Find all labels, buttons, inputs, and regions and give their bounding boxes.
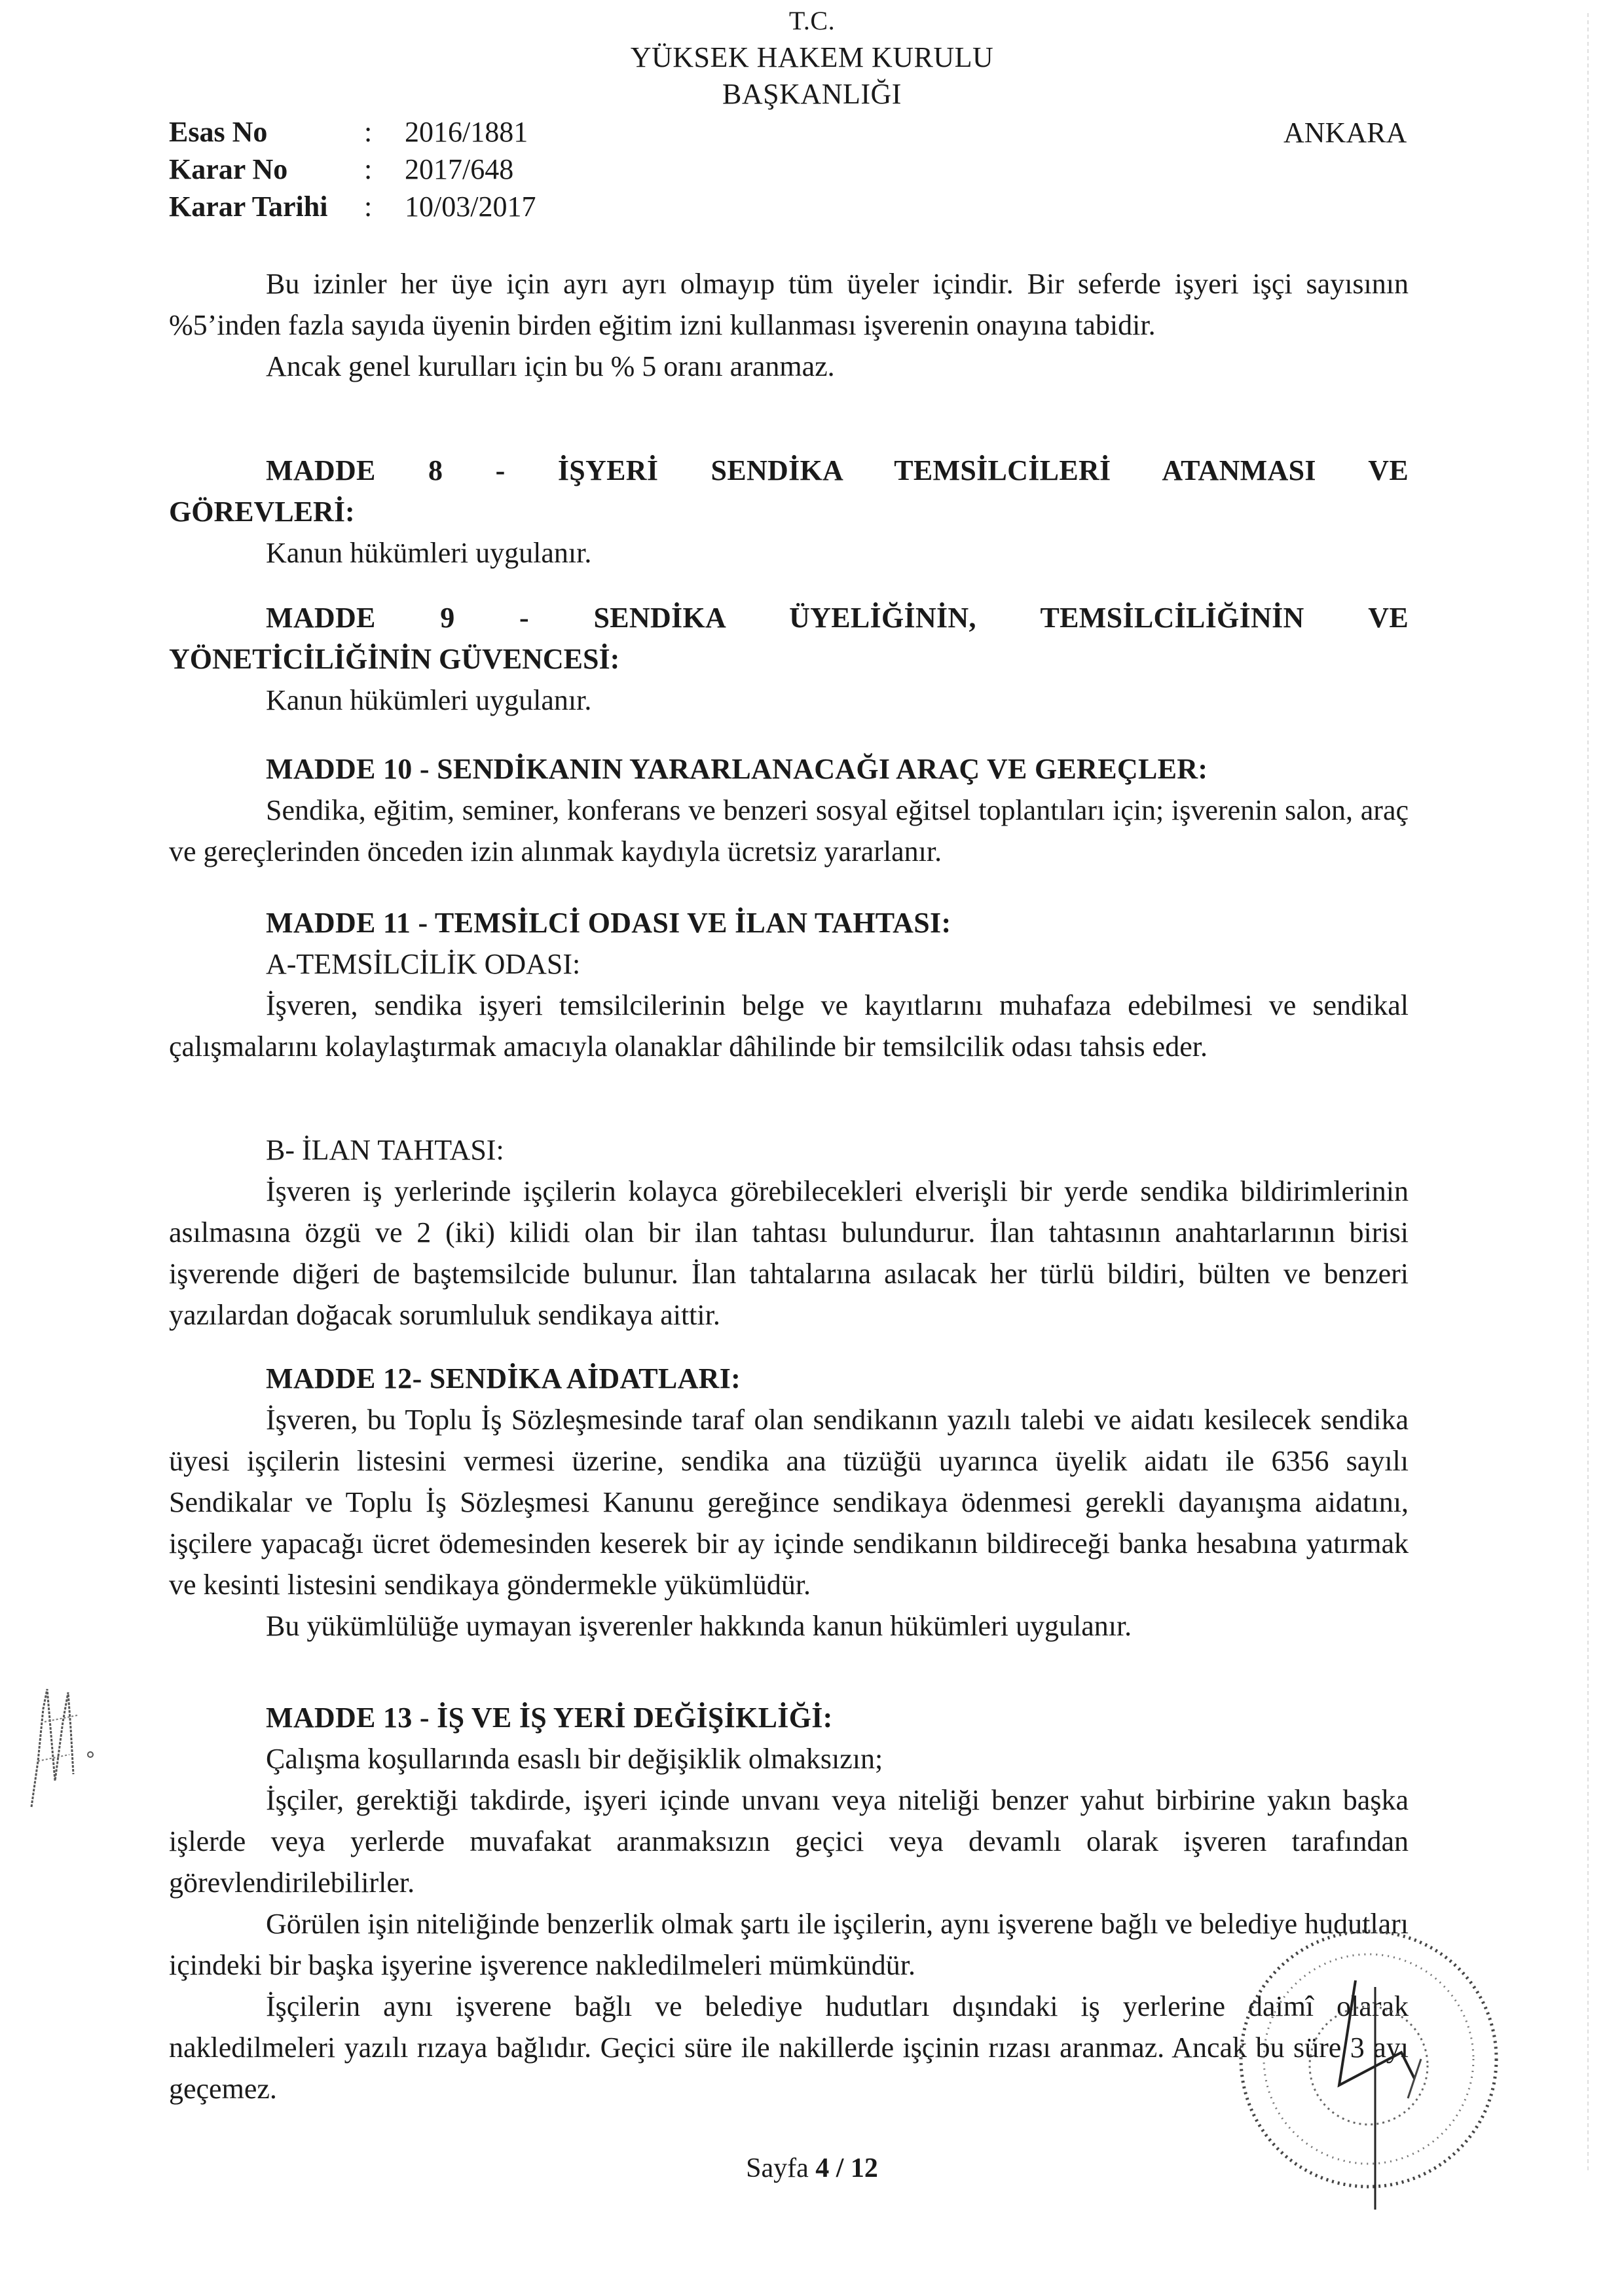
- meta-colon: :: [364, 116, 373, 148]
- page-label: Sayfa: [746, 2153, 809, 2183]
- page-footer: [0, 2153, 1624, 2184]
- intro-section: [169, 263, 1409, 387]
- header-city: ANKARA: [1283, 117, 1407, 149]
- article-9-title-line1: MADDE 9 - SENDİKA ÜYELİĞİNİN, TEMSİLCİLİĞİNİN VE: [266, 602, 1409, 634]
- header-organization: YÜKSEK HAKEM KURULU: [630, 41, 994, 73]
- meta-value: 2016/1881: [405, 116, 528, 148]
- article-11-b-title: B- İLAN TAHTASI:: [266, 1134, 504, 1166]
- meta-label: Karar Tarihi: [169, 191, 328, 223]
- article-12: [169, 1358, 1409, 1647]
- meta-label: Esas No: [169, 116, 268, 148]
- header-department: BAŞKANLIĞI: [722, 78, 902, 110]
- article-13-paragraph-3: Görülen işin niteliğinde benzerlik olmak şartı ile işçilerin, aynı işverene bağlı ve belediye hudutları içindeki bir başka işyerine işverence nakledilmeleri mümkündür.: [169, 1908, 1409, 1981]
- meta-colon: :: [364, 153, 373, 185]
- page-current: 4: [815, 2153, 830, 2183]
- handwritten-initials-icon: [25, 1683, 110, 1813]
- meta-value: 2017/648: [405, 153, 514, 185]
- article-11-a-title: A-TEMSİLCİLİK ODASI:: [266, 948, 581, 980]
- article-8-body: Kanun hükümleri uygulanır.: [266, 537, 592, 569]
- meta-row-tarih: [169, 189, 536, 226]
- article-11-title: MADDE 11 - TEMSİLCİ ODASI VE İLAN TAHTASI:: [266, 907, 951, 939]
- intro-paragraph-1: Bu izinler her üye için ayrı ayrı olmayıp tüm üyeler içindir. Bir seferde işyeri işçi sayısının %5’inden fazla sayıda üyenin birden eğitim izni kullanması işverenin onayına tabidir.: [169, 268, 1409, 341]
- case-meta: [169, 114, 536, 226]
- article-11-b-body: İşveren iş yerlerinde işçilerin kolayca görebilecekleri elverişli bir yerde sendika bildirimlerinin asılmasına özgü ve 2 (iki) kilidi olan bir ilan tahtası bulundurur. İlan tahtasının anahtarlarının birisi işverende diğeri de baştemsilcide bulunur. İlan tahtalarına asılacak her türlü bildiri, bülten ve benzeri yazılardan doğacak sorumluluk sendikaya aittir.: [169, 1175, 1409, 1331]
- article-13-paragraph-4: İşçilerin aynı işverene bağlı ve belediye hudutları dışındaki iş yerlerine daimî olarak nakledilmeleri yazılı rızaya bağlıdır. Geçici süre ile nakillerde işçinin rızası aranmaz. Ancak bu süre 3 ayı geçemez.: [169, 1990, 1409, 2105]
- meta-colon: :: [364, 191, 373, 223]
- scan-edge-line: [1587, 13, 1589, 2174]
- article-11-a-body: İşveren, sendika işyeri temsilcilerinin belge ve kayıtlarını muhafaza edebilmesi ve sendikal çalışmalarını kolaylaştırmak amacıyla olanaklar dâhilinde bir temsilcilik odası tahsis eder.: [169, 989, 1409, 1063]
- article-13-title: MADDE 13 - İŞ VE İŞ YERİ DEĞİŞİKLİĞİ:: [266, 1702, 833, 1734]
- article-11: [169, 902, 1409, 1067]
- article-11-b: [169, 1129, 1409, 1336]
- header-tc: T.C.: [788, 6, 836, 35]
- article-8-title-line2: GÖREVLERİ:: [169, 496, 355, 528]
- meta-value: 10/03/2017: [405, 191, 536, 223]
- intro-paragraph-2: Ancak genel kurulları için bu % 5 oranı aranmaz.: [266, 350, 835, 382]
- article-13-paragraph-1: Çalışma koşullarında esaslı bir değişiklik olmaksızın;: [266, 1743, 883, 1775]
- article-12-body: İşveren, bu Toplu İş Sözleşmesinde taraf olan sendikanın yazılı talebi ve aidatı kesilecek sendika üyesi işçilerin listesini vermesi üzerine, sendika ana tüzüğü uyarınca üyelik aidatı ile 6356 sayılı Sendikalar ve Toplu İş Sözleşmesi Kanunu gereğince sendikaya ödenmesi gerekli dayanışma aidatını, işçilere yapacağı ücret ödemesinden keserek bir ay içinde sendikanın bildireceği banka hesabına yatırmak ve kesinti listesini sendikaya göndermekle yükümlüdür.: [169, 1404, 1409, 1601]
- article-13-paragraph-2: İşçiler, gerektiği takdirde, işyeri içinde unvanı veya niteliği benzer yahut birbirine yakın başka işlerde veya yerlerde muvafakat aranmaksızın geçici veya devamlı olarak işveren tarafından görevlendirilebilirler.: [169, 1784, 1409, 1899]
- article-10-title: MADDE 10 - SENDİKANIN YARARLANACAĞI ARAÇ VE GEREÇLER:: [266, 753, 1208, 785]
- article-10-body: Sendika, eğitim, seminer, konferans ve benzeri sosyal eğitsel toplantıları için; işverenin salon, araç ve gereçlerinden önceden izin alınmak kaydıyla ücretsiz yararlanır.: [169, 794, 1409, 867]
- meta-row-karar: [169, 151, 536, 189]
- article-9: [169, 597, 1409, 721]
- article-12-body-2: Bu yükümlülüğe uymayan işverenler hakkında kanun hükümleri uygulanır.: [266, 1610, 1132, 1642]
- article-8-title-line1: MADDE 8 - İŞYERİ SENDİKA TEMSİLCİLERİ ATANMASI VE: [266, 454, 1409, 486]
- article-9-body: Kanun hükümleri uygulanır.: [266, 684, 592, 716]
- page-total: 12: [850, 2153, 878, 2183]
- meta-row-esas: [169, 114, 536, 151]
- article-9-title-line2: YÖNETİCİLİĞİNİN GÜVENCESİ:: [169, 643, 620, 675]
- article-8: [169, 450, 1409, 574]
- page-separator: /: [836, 2153, 844, 2183]
- meta-label: Karar No: [169, 153, 288, 185]
- article-12-title: MADDE 12- SENDİKA AİDATLARI:: [266, 1362, 741, 1394]
- article-10: [169, 748, 1409, 872]
